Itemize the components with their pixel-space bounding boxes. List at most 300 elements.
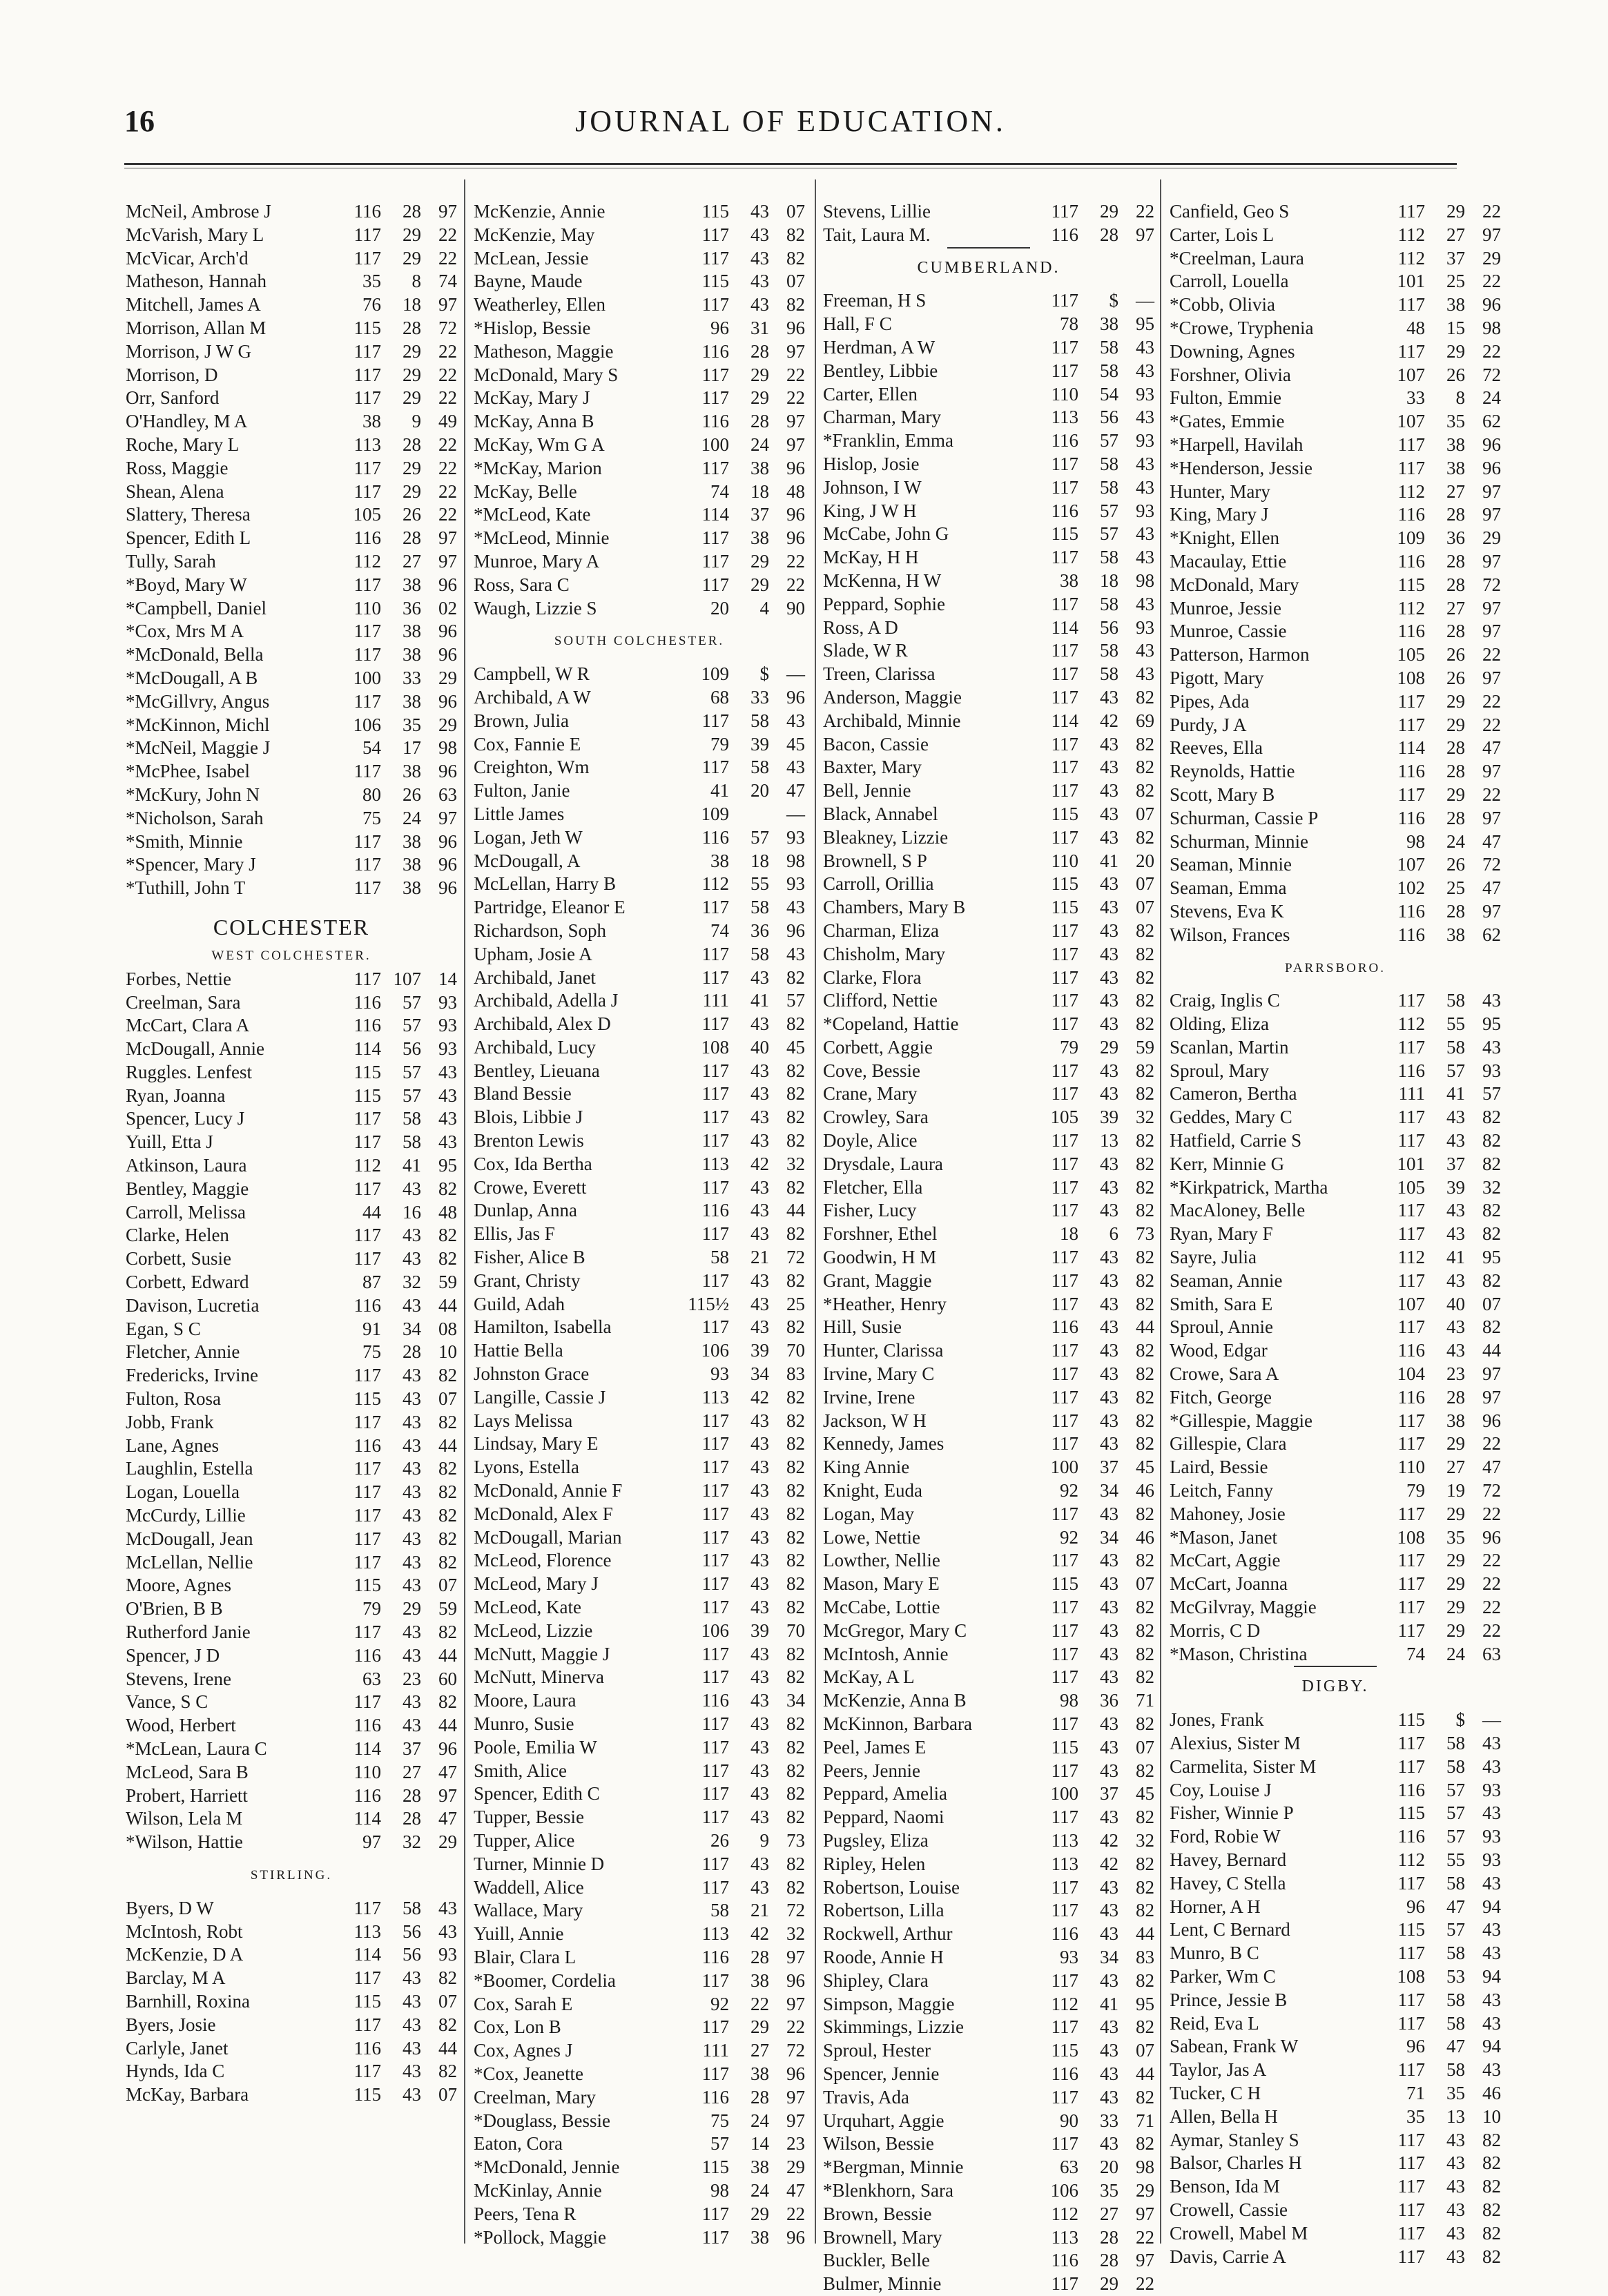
list-item	[823, 406, 1154, 429]
list-item	[474, 480, 805, 504]
entry-days: 115	[1051, 897, 1078, 918]
entry-cents: 82	[1136, 1900, 1154, 1921]
entry-cents: 93	[786, 826, 805, 848]
entry-days: 117	[1397, 2176, 1425, 2197]
entry-amount: 28	[750, 1946, 769, 1967]
entry-days: 116	[353, 991, 381, 1013]
entry-cents: 97	[786, 1993, 805, 2014]
entry-name: Creelman, Mary	[474, 2086, 596, 2108]
entry-days: 112	[1397, 480, 1425, 502]
entry-amount: 29	[403, 224, 421, 245]
entry-days: 117	[701, 224, 729, 245]
spacer	[126, 1887, 457, 1897]
entry-cents: 43	[1482, 1872, 1501, 1894]
entry-cents: 72	[1482, 574, 1501, 595]
entry-amount: 43	[403, 1691, 421, 1713]
entry-amount: 43	[1446, 1269, 1465, 1291]
entry-amount: 42	[750, 1386, 769, 1408]
entry-cents: 43	[1482, 2059, 1501, 2081]
list-item	[1170, 1223, 1501, 1246]
entry-name: Freeman, H S	[823, 290, 927, 311]
spacer	[1170, 1699, 1501, 1709]
list-item	[1170, 1269, 1501, 1293]
entry-cents: 96	[786, 527, 805, 549]
entry-cents: 47	[438, 1808, 457, 1829]
entry-cents: 43	[786, 943, 805, 964]
entry-cents: 82	[786, 1876, 805, 1898]
entry-cents: 07	[1136, 1736, 1154, 1758]
entry-days: 117	[1397, 294, 1425, 315]
entry-name: Cox, Lon B	[474, 2016, 561, 2038]
list-item	[823, 1269, 1154, 1293]
entry-cents: 82	[438, 1691, 457, 1713]
entry-cents: 97	[1136, 2250, 1154, 2271]
entry-name: Spencer, Jennie	[823, 2063, 940, 2084]
entry-cents: 23	[786, 2133, 805, 2154]
entry-days: 117	[1397, 1200, 1425, 1221]
entry-days: 117	[1051, 990, 1078, 1011]
entry-cents: 90	[786, 597, 805, 619]
entry-name: Sproul, Mary	[1170, 1060, 1269, 1081]
entry-name: Poole, Emilia W	[474, 1736, 597, 1758]
entry-cents: 82	[1136, 1340, 1154, 1361]
entry-days: 92	[710, 1993, 729, 2014]
entry-cents: 98	[1482, 317, 1501, 338]
entry-days: 117	[353, 1411, 381, 1432]
entry-amount: 43	[750, 1526, 769, 1548]
entry-days: 108	[1397, 667, 1425, 688]
list-item	[474, 733, 805, 757]
entry-cents: 96	[438, 621, 457, 642]
entry-days: 116	[1051, 224, 1078, 245]
entry-amount: 43	[750, 1573, 769, 1595]
entry-cents: 44	[1136, 1316, 1154, 1338]
entry-days: 76	[362, 294, 381, 315]
entry-days: 117	[1397, 1943, 1425, 1964]
list-item	[823, 1060, 1154, 1083]
entry-days: 20	[710, 597, 729, 619]
entry-amount: 38	[750, 457, 769, 478]
entry-days: 117	[353, 621, 381, 642]
entry-name: McKay, A L	[823, 1666, 915, 1688]
list-item	[823, 453, 1154, 476]
column-4	[1170, 200, 1501, 2268]
entry-days: 116	[1397, 900, 1425, 922]
entry-cents: 07	[786, 271, 805, 292]
entry-amount: 29	[1100, 201, 1118, 222]
entry-cents: 43	[1136, 407, 1154, 428]
entry-cents: 43	[438, 1084, 457, 1106]
entry-cents: 43	[1136, 476, 1154, 498]
entry-days: 105	[1397, 1176, 1425, 1198]
list-item	[126, 1411, 457, 1434]
entry-days: 38	[1060, 570, 1078, 591]
entry-days: 117	[701, 1807, 729, 1828]
entry-name: *McDonald, Jennie	[474, 2157, 620, 2178]
entry-amount: 43	[1100, 1340, 1118, 1361]
entry-name: *Harpell, Havilah	[1170, 434, 1304, 455]
list-item	[1170, 2129, 1501, 2152]
entry-days: 75	[362, 807, 381, 828]
section-heading: WEST COLCHESTER.	[211, 948, 371, 963]
entry-days: 116	[1397, 761, 1425, 782]
entry-amount: 43	[1100, 1060, 1118, 1081]
entry-name: McNutt, Minerva	[474, 1666, 604, 1688]
entry-name: Shipley, Clara	[823, 1969, 929, 1991]
entry-cents: 47	[786, 2179, 805, 2201]
entry-cents: 48	[786, 480, 805, 502]
entry-days: 117	[1051, 1060, 1078, 1081]
list-item	[1170, 1176, 1501, 1200]
entry-amount: 29	[1446, 1550, 1465, 1571]
entry-amount: 36	[1446, 527, 1465, 549]
entry-days: 108	[1397, 1965, 1425, 1987]
entry-amount: 43	[750, 1876, 769, 1898]
entry-name: Wilson, Lela M	[126, 1808, 243, 1829]
entry-days: 117	[1051, 780, 1078, 801]
entry-amount: 24	[750, 2110, 769, 2131]
entry-name: *Wilson, Hattie	[126, 1831, 243, 1853]
entry-name: Laird, Bessie	[1170, 1457, 1268, 1478]
entry-days: 117	[701, 1876, 729, 1898]
list-item	[474, 1643, 805, 1666]
entry-amount: 43	[1100, 966, 1118, 988]
entry-cents: 97	[1482, 504, 1501, 525]
entry-days: 117	[1397, 1550, 1425, 1571]
entry-name: Grant, Maggie	[823, 1269, 932, 1291]
list-item	[1170, 434, 1501, 457]
entry-days: 111	[1398, 1083, 1425, 1105]
entry-name: McLeod, Florence	[474, 1550, 612, 1571]
entry-name: Sabean, Frank W	[1170, 2036, 1299, 2057]
entry-amount: 27	[403, 1761, 421, 1782]
entry-days: 79	[1406, 1480, 1425, 1501]
entry-amount: 43	[750, 966, 769, 988]
entry-days: 113	[701, 1923, 729, 1945]
list-item	[474, 1432, 805, 1456]
entry-days: 115	[701, 201, 729, 222]
entry-days: 114	[353, 1038, 381, 1060]
entry-days: 109	[701, 803, 729, 824]
entry-name: Weatherley, Ellen	[474, 294, 606, 315]
list-item	[126, 1434, 457, 1458]
entry-name: Peppard, Amelia	[823, 1783, 947, 1804]
entry-amount: 28	[403, 201, 421, 222]
entry-amount: 58	[750, 897, 769, 918]
entry-amount: 42	[1100, 710, 1118, 731]
entry-amount: 29	[750, 574, 769, 595]
entry-amount: 37	[1446, 1153, 1465, 1174]
entry-name: Guild, Adah	[474, 1293, 565, 1314]
entry-days: 114	[353, 1808, 381, 1829]
entry-days: 106	[701, 1619, 729, 1641]
entry-name: Spencer, Edith C	[474, 1783, 600, 1804]
entry-name: Carter, Ellen	[823, 383, 918, 405]
list-item	[823, 1853, 1154, 1876]
entry-cents: 82	[1136, 1876, 1154, 1898]
entry-days: 117	[1051, 1130, 1078, 1151]
entry-amount: 43	[750, 1457, 769, 1478]
entry-cents: 82	[786, 1807, 805, 1828]
entry-cents: 47	[1482, 830, 1501, 852]
list-item	[1170, 690, 1501, 714]
entry-name: Purdy, J A	[1170, 714, 1247, 735]
entry-name: Spencer, Edith L	[126, 527, 251, 549]
column-2	[474, 200, 805, 2249]
entry-cents: 73	[786, 1829, 805, 1851]
entry-cents: 82	[438, 1528, 457, 1549]
entry-cents: 43	[1482, 2012, 1501, 2034]
entry-name: *McGillvry, Angus	[126, 690, 270, 712]
list-item	[474, 1176, 805, 1200]
entry-name: McCart, Clara A	[126, 1015, 250, 1036]
entry-days: 117	[701, 1107, 729, 1128]
entry-days: 35	[1406, 2105, 1425, 2127]
entry-cents: 82	[438, 1225, 457, 1246]
entry-days: 113	[1051, 407, 1078, 428]
list-item	[474, 457, 805, 480]
section-heading: STIRLING.	[250, 1867, 333, 1882]
entry-amount: 56	[403, 1038, 421, 1060]
entry-amount: 43	[1100, 686, 1118, 708]
list-item	[126, 1761, 457, 1784]
entry-days: 38	[710, 850, 729, 871]
entry-cents: 14	[438, 968, 457, 989]
entry-name: Knight, Euda	[823, 1480, 922, 1501]
entry-cents: 82	[1482, 1130, 1501, 1151]
entry-amount: 43	[403, 1715, 421, 1736]
list-item	[1170, 1060, 1501, 1083]
entry-days: 117	[701, 1550, 729, 1571]
entry-cents: 44	[438, 1434, 457, 1456]
entry-amount: 58	[1100, 663, 1118, 685]
list-item	[126, 293, 457, 317]
entry-name: Carlyle, Janet	[126, 2037, 229, 2059]
list-item	[474, 387, 805, 410]
entry-amount: 29	[750, 2016, 769, 2038]
entry-amount: 43	[403, 1225, 421, 1246]
list-item	[126, 1247, 457, 1271]
entry-days: 58	[710, 1247, 729, 1268]
list-item	[474, 1316, 805, 1339]
entry-cents: 97	[1482, 1363, 1501, 1385]
entry-cents: 29	[438, 714, 457, 735]
entry-name: Chisholm, Mary	[823, 943, 946, 964]
entry-cents: 82	[786, 1176, 805, 1198]
entry-cents: 46	[1482, 2082, 1501, 2103]
entry-days: 54	[362, 737, 381, 759]
list-item	[1170, 1013, 1501, 1036]
entry-name: Reeves, Ella	[1170, 737, 1263, 759]
entry-cents: 07	[1136, 1573, 1154, 1595]
entry-cents: 97	[1482, 761, 1501, 782]
list-item	[823, 616, 1154, 640]
list-item	[126, 1318, 457, 1341]
entry-days: 41	[710, 780, 729, 801]
list-item	[1170, 574, 1501, 597]
entry-name: Logan, May	[823, 1503, 914, 1524]
entry-name: Doyle, Alice	[823, 1130, 918, 1151]
entry-amount: 38	[1446, 434, 1465, 455]
entry-days: 116	[1397, 924, 1425, 945]
entry-cents: 82	[786, 1223, 805, 1245]
entry-days: 38	[362, 411, 381, 432]
entry-cents: 82	[1136, 1597, 1154, 1618]
section-heading: PARRSBORO.	[1285, 960, 1386, 975]
entry-cents: 95	[1136, 1993, 1154, 2014]
list-item	[1170, 1106, 1501, 1129]
entry-amount: 43	[750, 224, 769, 245]
entry-name: Ellis, Jas F	[474, 1223, 555, 1245]
list-item	[1170, 503, 1501, 527]
entry-name: *McPhee, Isabel	[126, 761, 250, 782]
entry-amount: 25	[1446, 271, 1465, 292]
entry-amount: 42	[750, 1923, 769, 1945]
entry-days: 75	[362, 1341, 381, 1363]
entry-name: McGregor, Mary C	[823, 1619, 967, 1641]
entry-amount: 42	[1100, 1853, 1118, 1874]
list-item	[126, 1897, 457, 1920]
entry-cents: 97	[1482, 550, 1501, 572]
list-item	[823, 2179, 1154, 2203]
entry-amount: 36	[1100, 1690, 1118, 1711]
entry-name: McCabe, Lottie	[823, 1597, 940, 1618]
entry-days: 117	[701, 1130, 729, 1151]
entry-days: 117	[1397, 2059, 1425, 2081]
entry-days: 116	[353, 1434, 381, 1456]
list-item	[1170, 1849, 1501, 1872]
entry-days: 117	[1051, 757, 1078, 778]
entry-amount: 58	[1446, 1943, 1465, 1964]
list-item	[474, 1666, 805, 1689]
entry-amount: 8	[1455, 387, 1465, 409]
entry-amount: 39	[750, 1340, 769, 1361]
entry-days: 93	[1060, 1946, 1078, 1967]
entry-cents: 82	[1136, 1853, 1154, 1874]
entry-days: 117	[353, 761, 381, 782]
entry-amount: 17	[403, 737, 421, 759]
entry-days: 117	[701, 1223, 729, 1245]
journal-title: JOURNAL OF EDUCATION.	[575, 104, 1006, 138]
entry-name: Morrison, Allan M	[126, 317, 267, 338]
list-item	[823, 2156, 1154, 2179]
entry-days: 117	[1051, 547, 1078, 568]
entry-amount: 56	[1100, 407, 1118, 428]
entry-name: Wallace, Mary	[474, 1900, 583, 1921]
entry-days: 117	[353, 854, 381, 875]
entry-cents: 02	[438, 597, 457, 619]
entry-days: 117	[1051, 1200, 1078, 1221]
entry-days: 33	[1406, 387, 1425, 409]
entry-amount: 43	[750, 1643, 769, 1664]
entry-amount: 28	[403, 317, 421, 338]
entry-days: 116	[1051, 430, 1078, 451]
list-item	[1170, 2175, 1501, 2199]
entry-amount: $	[1109, 290, 1118, 311]
entry-days: 117	[1051, 476, 1078, 498]
entry-amount: 56	[1100, 616, 1118, 638]
entry-name: Kerr, Minnie G	[1170, 1153, 1285, 1174]
entry-name: Hall, F C	[823, 313, 892, 335]
list-item	[474, 2132, 805, 2156]
list-item	[474, 1269, 805, 1293]
entry-days: 114	[1051, 710, 1078, 731]
entry-name: King Annie	[823, 1457, 910, 1478]
entry-days: 116	[701, 1200, 729, 1221]
list-item	[126, 597, 457, 621]
entry-name: McKenzie, May	[474, 224, 595, 245]
entry-days: 117	[353, 1622, 381, 1643]
entry-days: 107	[1397, 411, 1425, 432]
entry-name: Little James	[474, 803, 565, 824]
entry-amount: 43	[750, 1130, 769, 1151]
list-item	[126, 1084, 457, 1108]
entry-cents: 29	[1136, 2179, 1154, 2201]
list-item	[1170, 1503, 1501, 1526]
entry-days: 117	[701, 550, 729, 572]
entry-cents: 97	[786, 2110, 805, 2131]
entry-name: Brenton Lewis	[474, 1130, 584, 1151]
entry-amount: 57	[750, 826, 769, 848]
entry-days: 116	[701, 2086, 729, 2108]
entry-amount: 29	[750, 387, 769, 409]
entry-amount: 58	[1446, 1755, 1465, 1777]
entry-amount: 58	[1100, 593, 1118, 614]
entry-name: Scott, Mary B	[1170, 784, 1275, 805]
entry-amount: 43	[750, 1690, 769, 1711]
entry-cents: 97	[1482, 597, 1501, 619]
entry-amount: 43	[750, 1550, 769, 1571]
entry-name: *Gillespie, Maggie	[1170, 1410, 1312, 1431]
entry-amount: 23	[403, 1668, 421, 1689]
entry-name: Creelman, Sara	[126, 991, 241, 1013]
entry-cents: 82	[1136, 1807, 1154, 1828]
entry-cents: 43	[438, 1131, 457, 1153]
list-item	[474, 1153, 805, 1176]
list-item	[1170, 807, 1501, 830]
entry-name: Horner, A H	[1170, 1896, 1261, 1917]
entry-name: *Henderson, Jessie	[1170, 457, 1312, 478]
entry-name: Herdman, A W	[823, 336, 936, 358]
list-item	[823, 1596, 1154, 1619]
entry-days: 117	[1397, 690, 1425, 712]
list-item	[474, 1199, 805, 1223]
list-item	[126, 1597, 457, 1621]
entry-cents: 93	[1136, 430, 1154, 451]
entry-amount: 54	[1100, 383, 1118, 405]
entry-name: Brown, Bessie	[823, 2203, 932, 2224]
entry-amount: 43	[1100, 1386, 1118, 1408]
entry-cents: 44	[438, 2037, 457, 2059]
entry-amount: 43	[1446, 1107, 1465, 1128]
entry-name: McKay, H H	[823, 547, 919, 568]
entry-name: McDonald, Annie F	[474, 1480, 623, 1501]
entry-amount: 43	[1100, 1550, 1118, 1571]
entry-name: Yuill, Etta J	[126, 1131, 213, 1153]
list-item	[474, 364, 805, 387]
list-item	[1170, 643, 1501, 667]
entry-amount: 38	[403, 877, 421, 899]
entry-cents: 43	[1482, 990, 1501, 1011]
entry-name: Smith, Alice	[474, 1760, 567, 1781]
list-item	[1170, 1549, 1501, 1573]
entry-name: Laughlin, Estella	[126, 1458, 253, 1479]
entry-amount: 43	[403, 1458, 421, 1479]
entry-cents: 82	[786, 1060, 805, 1081]
entry-amount: 43	[1100, 1316, 1118, 1338]
entry-days: 117	[1051, 943, 1078, 964]
entry-amount: 29	[1446, 1619, 1465, 1641]
